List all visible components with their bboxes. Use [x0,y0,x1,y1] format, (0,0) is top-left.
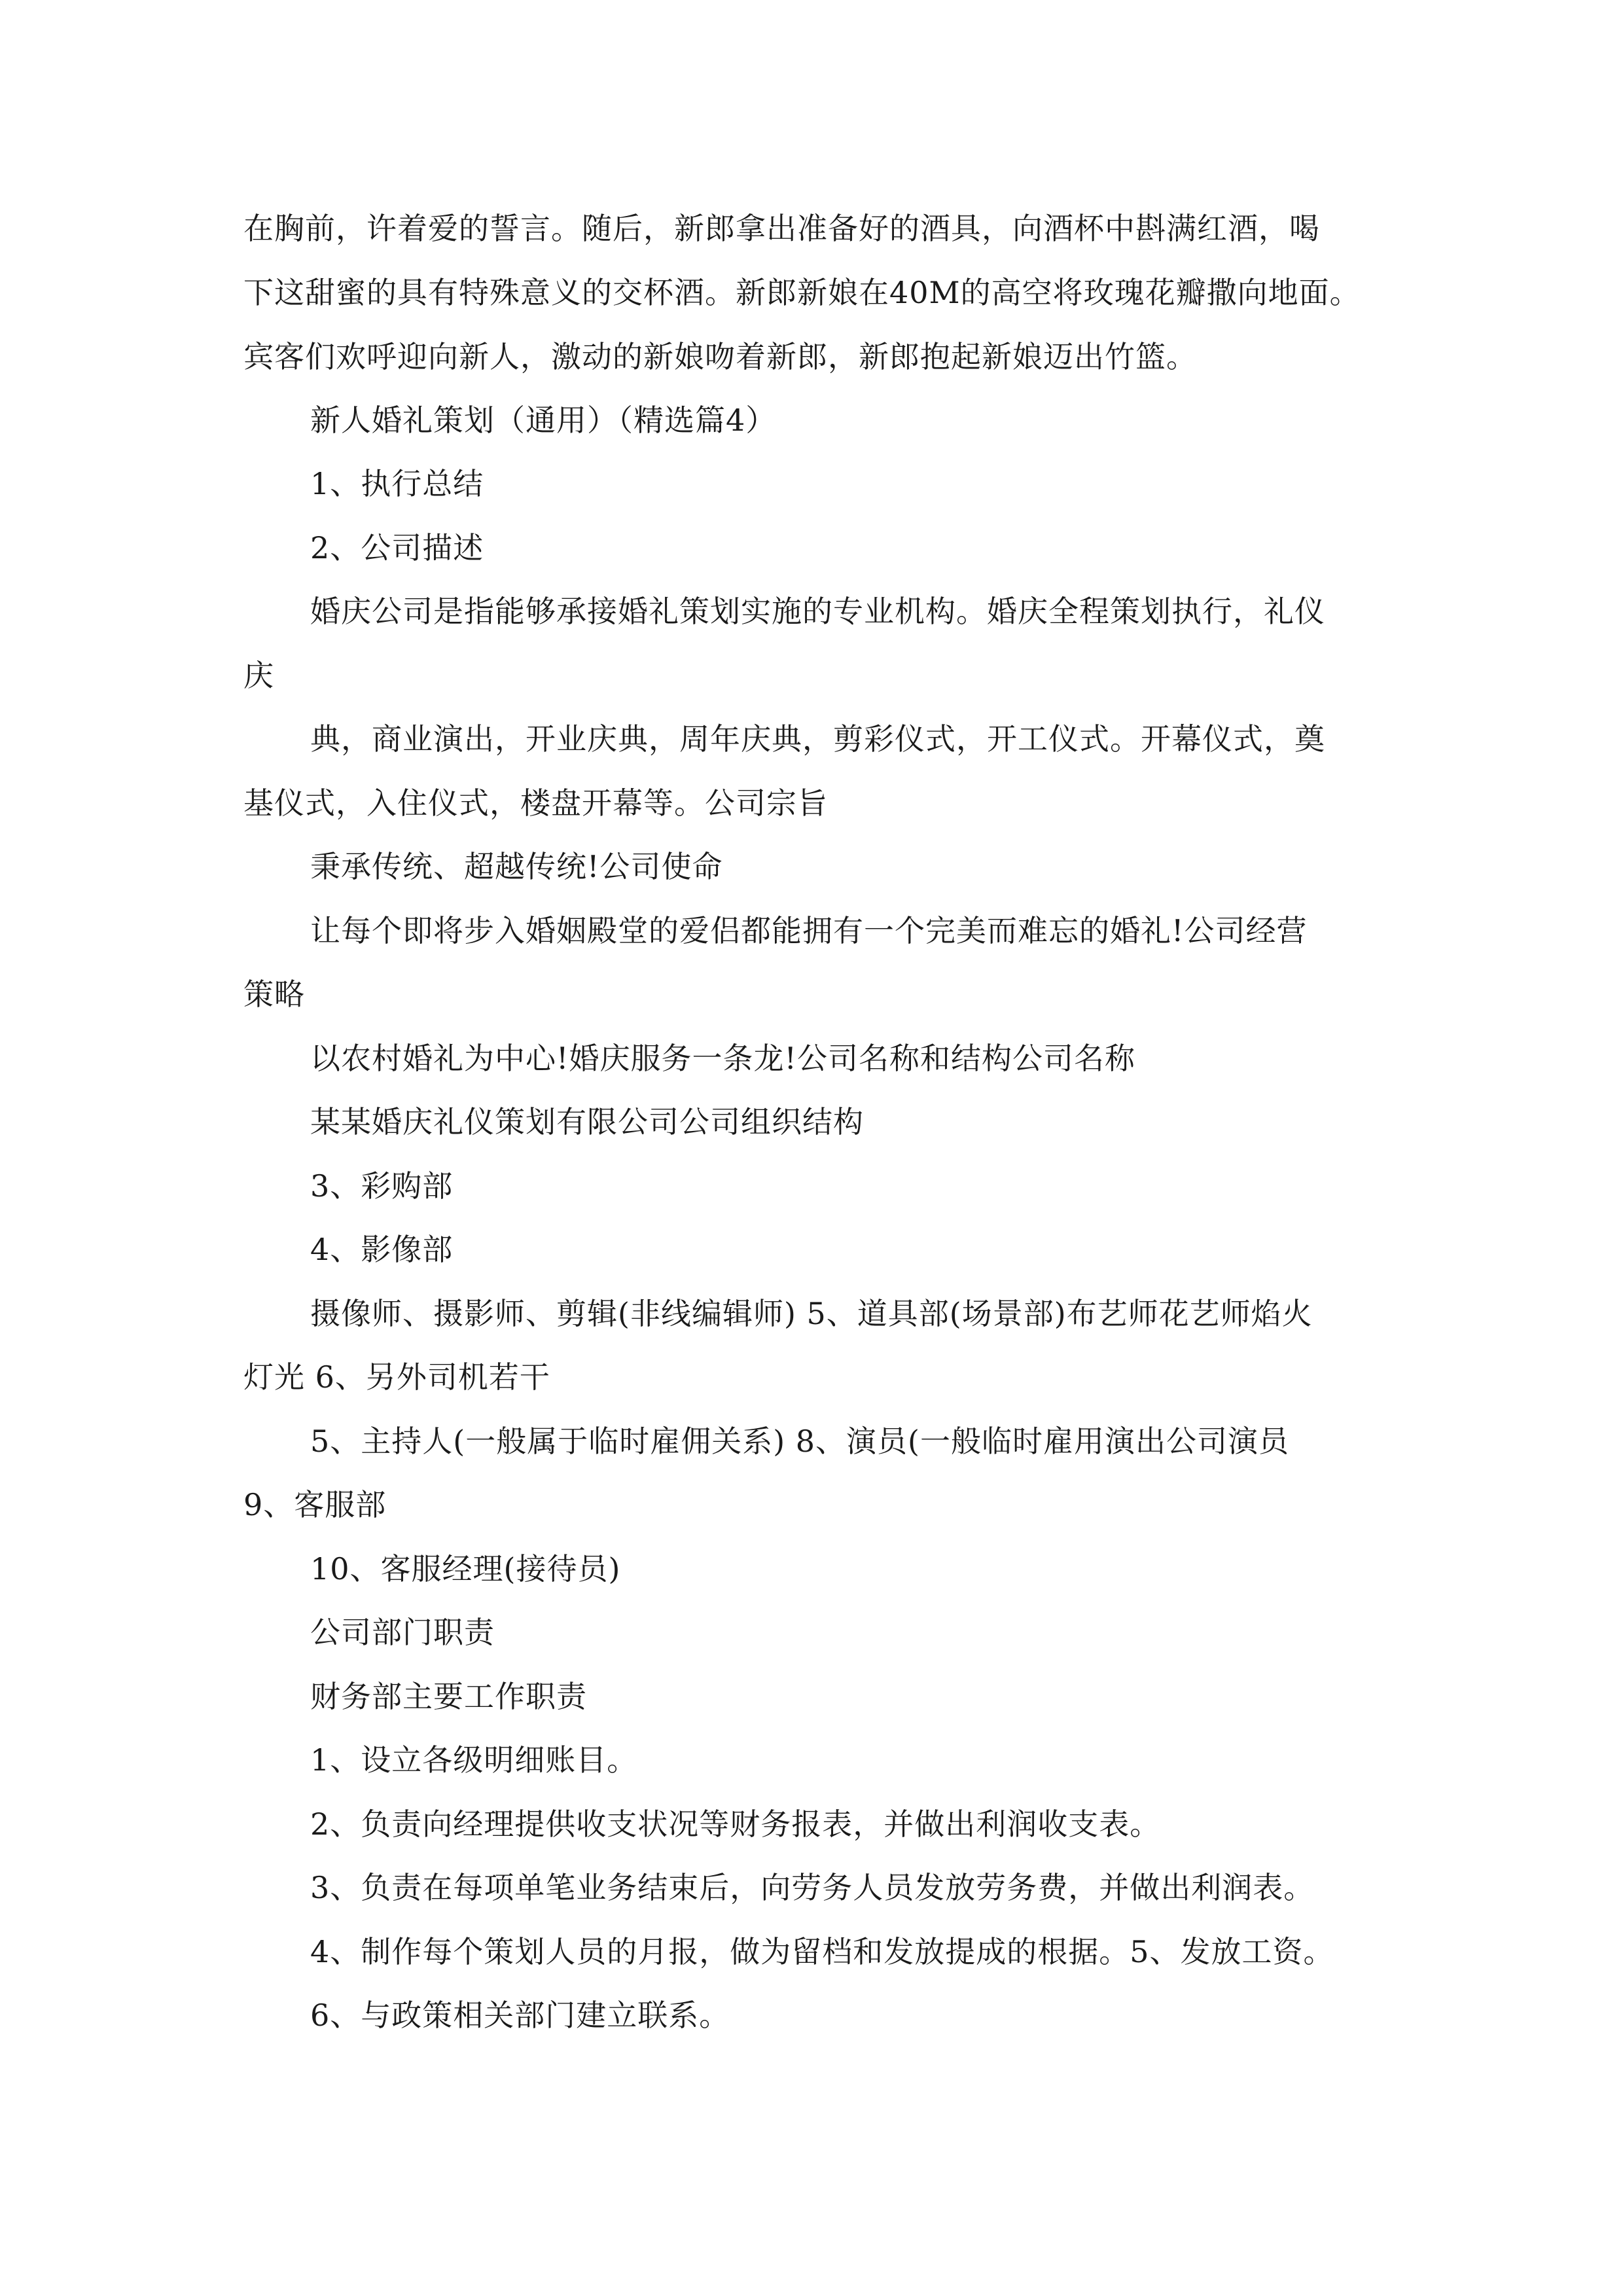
text-line: 让每个即将步入婚姻殿堂的爱侣都能拥有一个完美而难忘的婚礼!公司经营 [310,913,1308,948]
list-item: 1、执行总结 [310,466,484,501]
section-heading: 新人婚礼策划（通用）（精选篇4） [310,403,777,438]
text-line: 公司部门职责 [310,1615,495,1650]
text-line: 基仪式，入住仪式，楼盘开幕等。公司宗旨 [243,785,828,821]
text-line: 策略 [243,977,305,1012]
list-item: 1、设立各级明细账目。 [310,1742,638,1778]
list-item: 6、与政策相关部门建立联系。 [310,1998,730,2033]
text-line: 摄像师、摄影师、剪辑(非线编辑师) 5、道具部(场景部)布艺师花艺师焰火 [310,1296,1313,1331]
list-item: 4、制作每个策划人员的月报，做为留档和发放提成的根据。5、发放工资。 [310,1934,1334,1969]
text-line: 秉承传统、超越传统!公司使命 [310,849,723,884]
text-line: 典，商业演出，开业庆典，周年庆典，剪彩仪式，开工仪式。开幕仪式，奠 [310,721,1325,757]
list-item: 2、负责向经理提供收支状况等财务报表，并做出利润收支表。 [310,1806,1161,1842]
text-line: 婚庆公司是指能够承接婚礼策划实施的专业机构。婚庆全程策划执行，礼仪 [310,594,1325,629]
text-line: 庆 [243,658,274,693]
text-line: 财务部主要工作职责 [310,1679,587,1714]
list-item: 3、彩购部 [310,1168,454,1204]
list-item: 10、客服经理(接待员) [310,1551,621,1587]
list-item: 9、客服部 [243,1487,387,1522]
list-item: 4、影像部 [310,1232,454,1267]
text-line: 5、主持人(一般属于临时雇佣关系) 8、演员(一般临时雇用演出公司演员 [310,1424,1289,1459]
text-line: 以农村婚礼为中心!婚庆服务一条龙!公司名称和结构公司名称 [310,1041,1135,1076]
list-item: 2、公司描述 [310,530,484,565]
text-line: 灯光 6、另外司机若干 [243,1359,550,1395]
text-line: 宾客们欢呼迎向新人，激动的新娘吻着新郎，新郎抱起新娘迈出竹篮。 [243,339,1197,374]
list-item: 3、负责在每项单笔业务结束后，向劳务人员发放劳务费，并做出利润表。 [310,1870,1315,1905]
text-line: 在胸前，许着爱的誓言。随后，新郎拿出准备好的酒具，向酒杯中斟满红酒，喝 [243,211,1320,246]
text-line: 下这甜蜜的具有特殊意义的交杯酒。新郎新娘在40M的高空将玫瑰花瓣撒向地面。 [243,275,1361,310]
text-line: 某某婚庆礼仪策划有限公司公司组织结构 [310,1104,864,1139]
